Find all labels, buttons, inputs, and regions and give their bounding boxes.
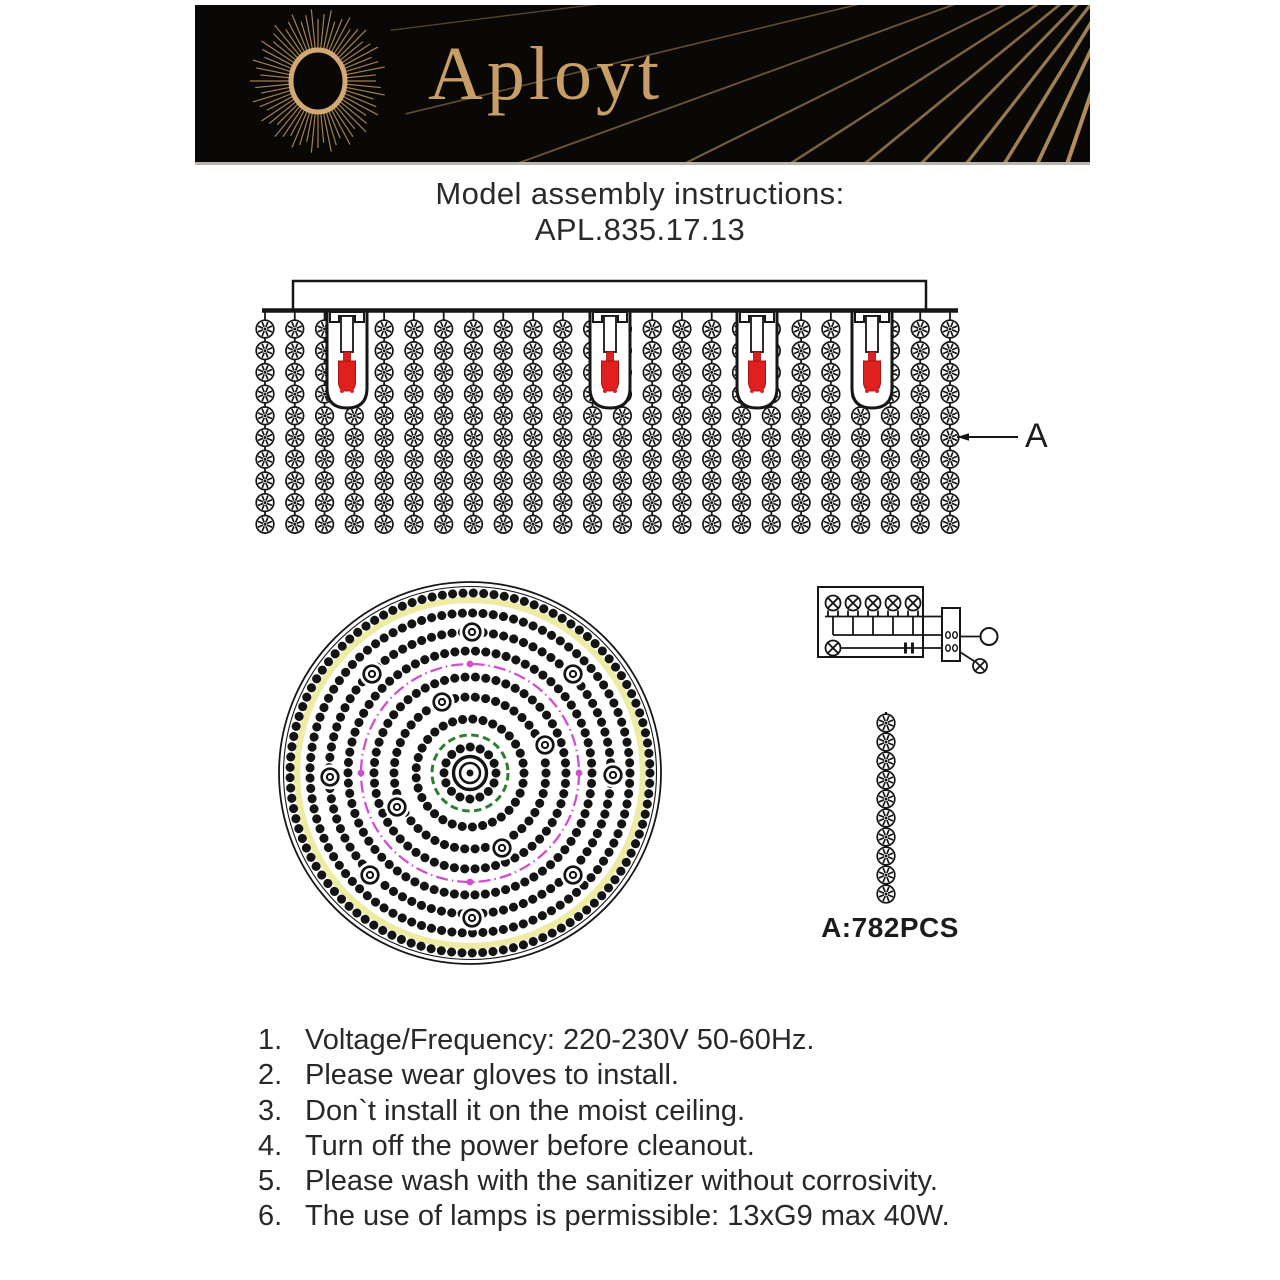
g9-lamp-socket [737,311,777,408]
wire-connector [911,643,914,654]
instruction-item [258,1199,1088,1234]
screw-marker [360,662,385,687]
lamp-symbol [826,641,841,656]
instruction-text: Don`t install it on the moist ceiling. [305,1094,746,1127]
instruction-number: 1. [258,1024,283,1056]
canopy-box [293,281,926,310]
instruction-item [258,1058,1088,1093]
lamp-symbol [846,596,861,611]
instruction-text: The use of lamps is permissible: 13xG9 max 40W. [305,1200,950,1233]
screw-marker [490,836,515,861]
screw-marker [358,863,383,888]
supply-terminal [981,628,998,645]
screw-marker [460,906,485,931]
g9-lamp-socket [852,311,892,408]
pcs-count-label: A:782PCS [821,912,959,943]
instruction-number: 3. [258,1094,283,1127]
screw-marker [561,863,586,888]
screw-marker [385,795,410,820]
screw-marker [460,620,485,645]
g9-lamp-socket [590,311,630,408]
instruction-text: Please wear gloves to install. [305,1059,679,1092]
screw-marker [561,662,586,687]
instruction-text: Voltage/Frequency: 220-230V 50-60Hz. [305,1024,815,1056]
model-number: APL.835.17.13 [534,212,746,247]
instruction-text: Turn off the power before cleanout. [305,1129,755,1162]
instruction-number: 6. [258,1200,283,1233]
part-label-a: A [1025,417,1048,455]
sunburst-icon [250,9,385,152]
instruction-item [258,1023,1088,1058]
lamp-symbol [906,596,921,611]
instruction-item [258,1164,1088,1199]
lamp-symbol [973,659,987,673]
brand-name: Aployt [428,32,664,116]
wire-connector [904,643,907,654]
instruction-number: 4. [258,1129,283,1162]
g9-lamp-socket [327,311,367,408]
sample-strand-diagram [858,706,914,906]
screw-marker [601,763,626,788]
screw-marker [430,690,455,715]
screw-marker [318,765,343,790]
brand-banner [195,5,1090,165]
instruction-item [258,1094,1088,1129]
lamp-symbol [886,596,901,611]
instructions-list [258,1023,1088,1235]
lamp-symbol [866,596,881,611]
bottom-view-diagram [270,573,670,973]
instruction-item [258,1129,1088,1164]
lamp-symbol [826,596,841,611]
side-view-diagram [240,274,1112,560]
instruction-text: Please wash with the sanitizer without corrosivity. [305,1165,938,1198]
page-title: Model assembly instructions: [435,176,845,211]
screw-marker [533,733,558,758]
instruction-number: 2. [258,1059,283,1092]
wiring-diagram [810,578,1010,683]
instruction-number: 5. [258,1165,283,1198]
